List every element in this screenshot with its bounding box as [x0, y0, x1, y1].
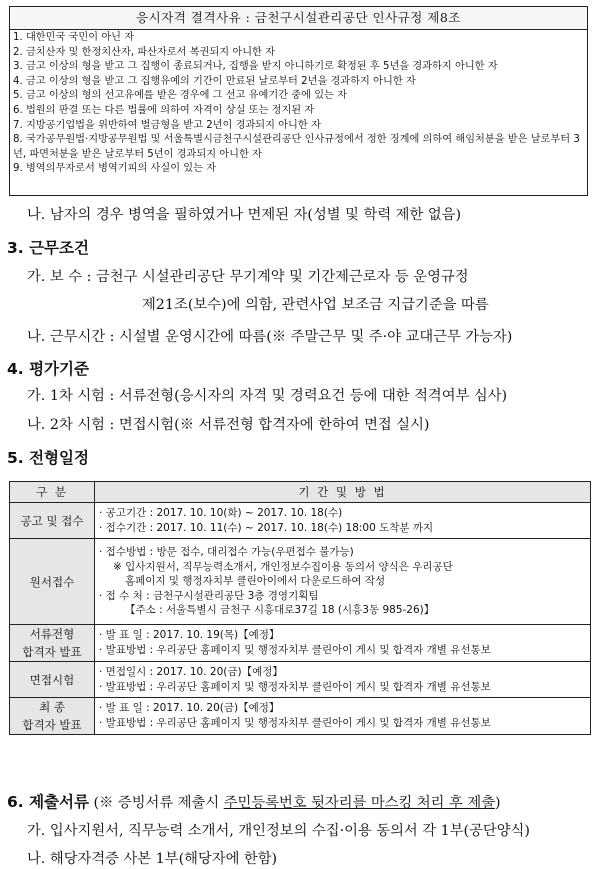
row-line: · 발표방법 : 우리공단 홈페이지 및 행정자치부 클린아이 게시 및 합격자 개별 유선통보 — [99, 644, 491, 656]
table-row — [10, 698, 591, 735]
row-line: · 접 수 처 : 금천구시설관리공단 3층 경영기획팀 — [99, 589, 319, 602]
row-content — [95, 698, 591, 735]
row-content — [95, 503, 591, 539]
row-line: · 접수기간 : 2017. 10. 11(수) ~ 2017. 10. 18(수) 18:00 도착분 까지 — [99, 521, 434, 534]
row-label: 원서접수 — [10, 539, 95, 625]
row-line: 【주소 : 서울특별시 금천구 시흥대로37길 18 (시흥3동 985-26)】 — [125, 604, 435, 617]
pay-line-2: 제21조(보수)에 의함, 관련사업 보조금 지급기준을 따름 — [142, 297, 489, 313]
row-label: 공고 및 접수 — [10, 503, 95, 539]
note-underlined: 주민등록번호 뒷자리를 마스킹 처리 후 제출 — [223, 795, 496, 811]
column-header-category: 구 분 — [10, 482, 95, 503]
pay-text: 금천구 시설관리공단 무기계약 및 기간제근로자 등 운영규정 — [95, 269, 469, 285]
section-6-heading: 6. 제출서류 — [7, 793, 89, 811]
row-label-line: 최 종 — [39, 700, 65, 714]
section-4-heading: 4. 평가기준 — [7, 360, 89, 378]
row-line: · 접수방법 : 방문 접수, 대리접수 가능(우편접수 불가능) — [99, 546, 354, 559]
row-line: · 면접일시 : 2017. 10. 20(금)【예정】 — [99, 665, 283, 678]
row-label — [10, 698, 95, 735]
list-item: 2. 금치산자 및 한정치산자, 파산자로서 복권되지 아니한 자 — [13, 46, 275, 58]
row-content — [95, 625, 591, 662]
table-row — [10, 662, 591, 698]
list-item: 8. 국가공무원법·지방공무원법 및 서울특별시금천구시설관리공단 인사규정에서 정한 징계에 의하여 해임처분을 받은 날로부터 3년, 파면처분을 받은 날로부터 5년이 경과되지 아니한 자 — [13, 134, 580, 160]
row-line: · 발 표 일 : 2017. 10. 20(금)【예정】 — [99, 702, 280, 715]
first-exam: 가. 1차 시험 : 서류전형(응시자의 자격 및 경력요건 등에 대한 적격여부 심사) — [27, 388, 508, 404]
work-hours: 나. 근무시간 : 시설별 운영시간에 따름(※ 주말근무 및 주·야 교대근무 가능자) — [27, 329, 513, 345]
table-row — [10, 625, 591, 662]
second-exam: 나. 2차 시험 : 면접시험(※ 서류전형 합격자에 한하여 면접 실시) — [27, 417, 430, 433]
list-item: 6. 법원의 판결 또는 다른 법률에 의하여 자격이 상실 또는 정지된 자 — [13, 104, 315, 116]
submit-item-1: 가. 입사지원서, 직무능력 소개서, 개인정보의 수집·이용 동의서 각 1부(공단양식) — [27, 823, 530, 839]
table-row — [10, 539, 591, 625]
disqualification-title: 응시자격 결격사유 : 금천구시설관리공단 인사규정 제8조 — [10, 7, 587, 30]
list-item: 9. 병역의무자로서 병역기피의 사실이 있는 자 — [13, 163, 217, 175]
row-label-line: 합격자 발표 — [22, 645, 82, 659]
row-line: · 공고기간 : 2017. 10. 10(화) ~ 2017. 10. 18(수) — [99, 506, 343, 519]
column-header-period: 기 간 및 방 법 — [95, 482, 591, 503]
note-prefix: (※ 증빙서류 제출시 — [93, 795, 224, 811]
list-item: 5. 금고 이상의 형의 선고유예를 받은 경우에 그 선고 유예기간 중에 있는 자 — [13, 90, 347, 102]
row-line: 홈페이지 및 행정자치부 클린아이에서 다운로드하여 작성 — [125, 575, 386, 588]
table-row — [10, 503, 591, 539]
pay-line — [27, 266, 469, 286]
submit-item-2: 나. 해당자격증 사본 1부(해당자에 한함) — [27, 851, 278, 867]
row-line: · 발표방법 : 우리공단 홈페이지 및 행정자치부 클린아이 게시 및 합격자 개별 유선통보 — [99, 680, 491, 693]
schedule-table — [9, 481, 591, 735]
list-item: 7. 지방공기업법을 위반하여 벌금형을 받고 2년이 경과되지 아니한 자 — [13, 119, 321, 131]
row-line: · 발표방법 : 우리공단 홈페이지 및 행정자치부 클린아이 게시 및 합격자 개별 유선통보 — [99, 717, 491, 729]
list-item: 3. 금고 이상의 형을 받고 그 집행이 종료되거나, 집행을 받지 아니하기로 확정된 후 5년을 경과하지 아니한 자 — [13, 61, 498, 73]
disqualification-list — [10, 30, 587, 177]
row-label-line: 합격자 발표 — [22, 718, 82, 732]
row-content — [95, 539, 591, 625]
military-requirement: 나. 남자의 경우 병역을 필하였거나 면제된 자(성별 및 학력 제한 없음) — [27, 207, 462, 223]
list-item: 1. 대한민국 국민이 아닌 자 — [13, 32, 135, 43]
row-label — [10, 625, 95, 662]
note-suffix: ) — [495, 795, 501, 811]
section-5-heading: 5. 전형일정 — [7, 449, 89, 467]
section-3-heading: 3. 근무조건 — [7, 239, 89, 257]
row-content — [95, 662, 591, 698]
list-item: 4. 금고 이상의 형을 받고 그 집행유예의 기간이 만료된 날로부터 2년을 경과하지 아니한 자 — [13, 75, 416, 87]
section-6-heading-line — [7, 790, 501, 812]
table-header-row — [10, 482, 591, 503]
row-label: 면접시험 — [10, 662, 95, 698]
row-label-line: 서류전형 — [29, 627, 75, 641]
row-line: · 발 표 일 : 2017. 10. 19(목)【예정】 — [99, 629, 280, 642]
row-line: ※ 입사지원서, 직무능력소개서, 개인정보수집이용 동의서 양식은 우리공단 — [113, 560, 453, 573]
disqualification-box — [9, 6, 588, 196]
pay-label: 가. 보 수 : — [27, 269, 96, 285]
